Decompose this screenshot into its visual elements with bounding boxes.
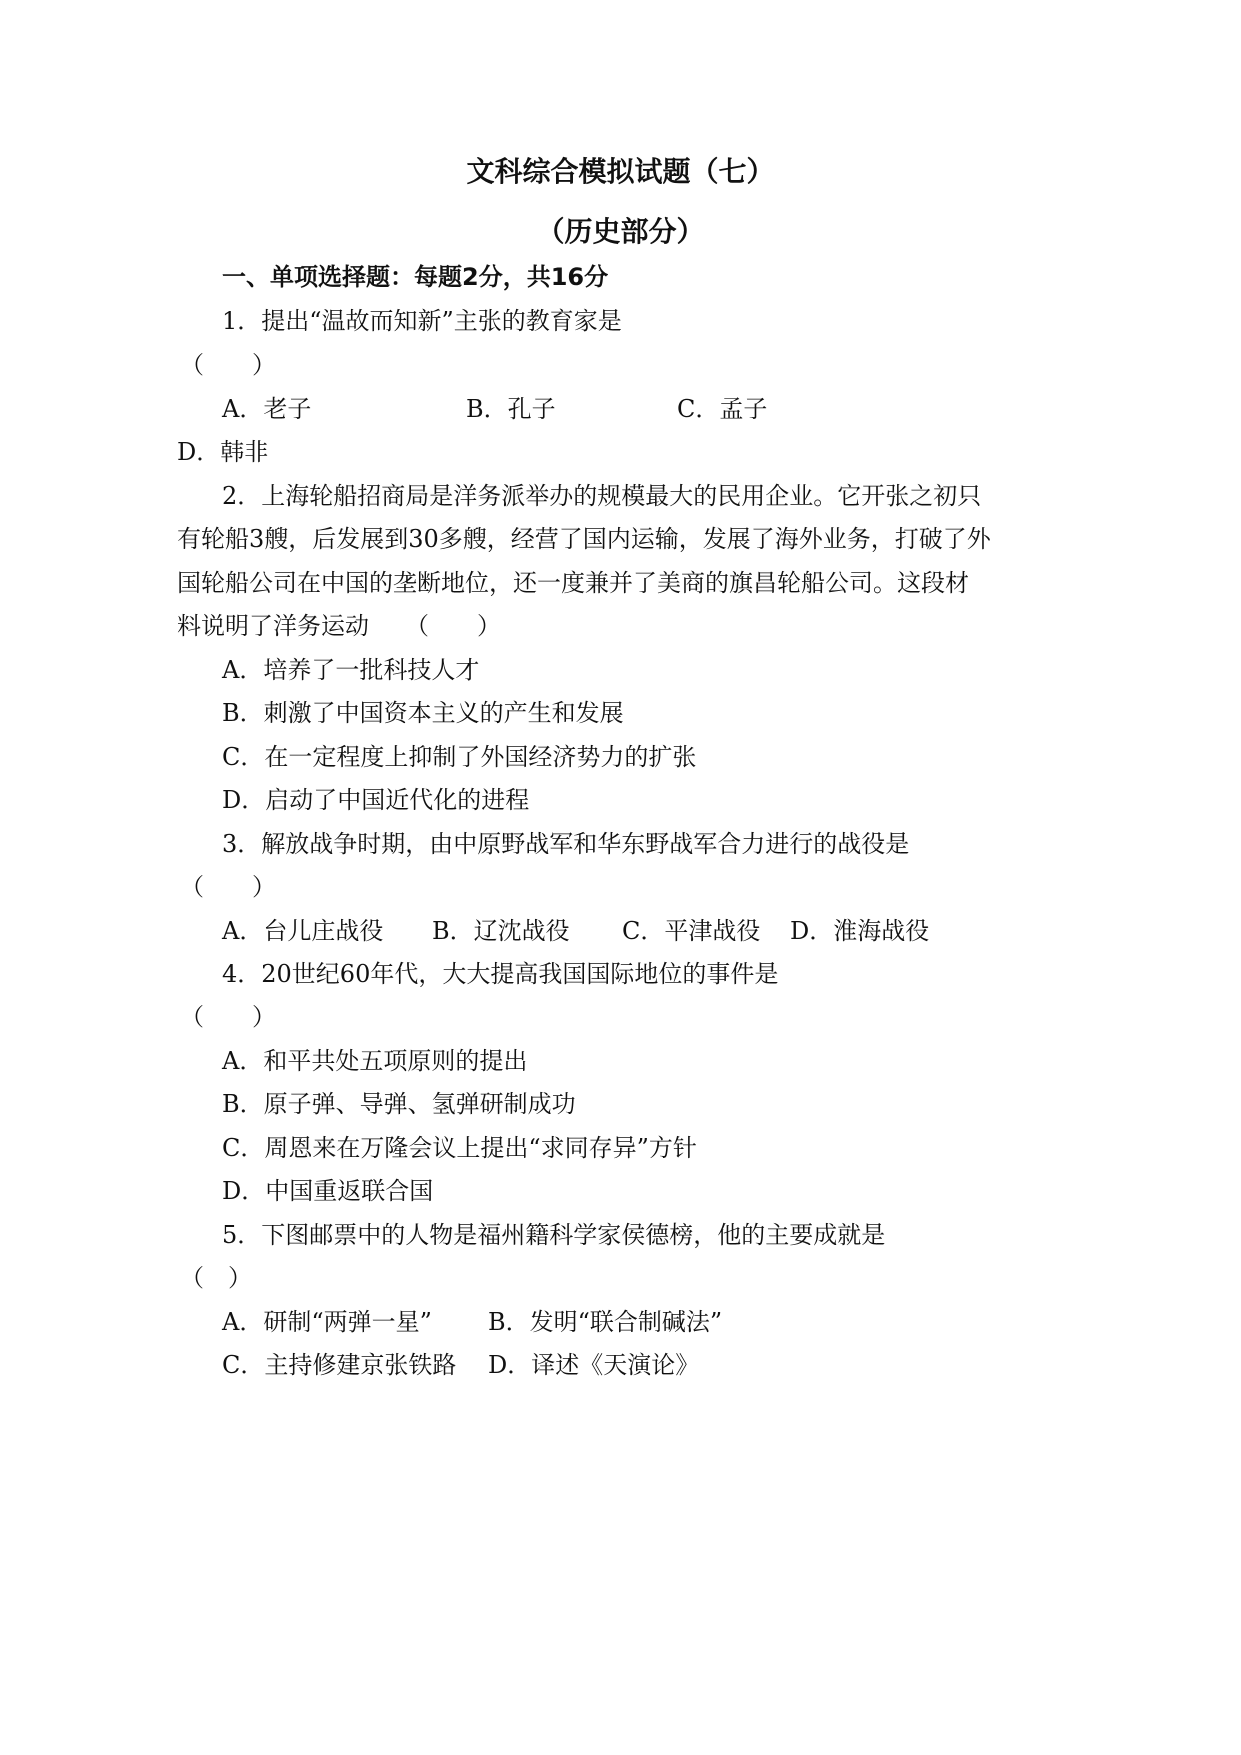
question-3-stem: 3．解放战争时期，由中原野战军和华东野战军合力进行的战役是 [222,830,910,858]
question-2-stem-line-3: 国轮船公司在中国的垄断地位，还一度兼并了美商的旗昌轮船公司。这段材 [177,569,969,597]
question-2-option-c: C．在一定程度上抑制了外国经济势力的扩张 [222,743,697,771]
section-heading: 一、单项选择题：每题2分，共16分 [222,263,609,291]
question-5-option-b: B．发明“联合制碱法” [488,1308,723,1336]
question-3-answer-bracket: （ ） [180,873,276,901]
question-2-option-d: D．启动了中国近代化的进程 [222,786,530,814]
question-2-option-a: A．培养了一批科技人才 [222,656,480,684]
question-2-stem-line-2: 有轮船3艘，后发展到30多艘，经营了国内运输，发展了海外业务，打破了外 [177,525,991,553]
page-title: 文科综合模拟试题（七） [466,155,775,188]
question-1-option-a: A．老子 [222,395,312,423]
page-subtitle: （历史部分） [536,215,705,248]
question-4-option-c: C．周恩来在万隆会议上提出“求同存异”方针 [222,1134,697,1162]
question-5-option-a: A．研制“两弹一星” [222,1308,432,1336]
question-1-stem: 1．提出“温故而知新”主张的教育家是 [222,307,622,335]
question-4-answer-bracket: （ ） [180,1003,276,1031]
question-5-stem: 5．下图邮票中的人物是福州籍科学家侯德榜，他的主要成就是 [222,1221,886,1249]
question-4-option-d: D．中国重返联合国 [222,1177,434,1205]
question-3-option-c: C．平津战役 [622,917,761,945]
question-1-answer-bracket: （ ） [180,351,276,379]
question-3-option-a: A．台儿庄战役 [222,917,384,945]
question-5-option-d: D．译述《天演论》 [488,1351,700,1379]
question-3-option-b: B．辽沈战役 [432,917,570,945]
question-5-option-c: C．主持修建京张铁路 [222,1351,457,1379]
question-1-option-b: B．孔子 [466,395,556,423]
question-2-stem-line-1: 2．上海轮船招商局是洋务派举办的规模最大的民用企业。它开张之初只 [222,482,982,510]
question-1-option-d: D．韩非 [177,438,269,466]
question-3-option-d: D．淮海战役 [790,917,930,945]
question-4-option-b: B．原子弹、导弹、氢弹研制成功 [222,1090,576,1118]
question-2-option-b: B．刺激了中国资本主义的产生和发展 [222,699,624,727]
question-4-option-a: A．和平共处五项原则的提出 [222,1047,528,1075]
question-2-stem-line-4: 料说明了洋务运动 （ ） [177,612,501,640]
question-1-option-c: C．孟子 [677,395,768,423]
question-4-stem: 4．20世纪60年代，大大提高我国国际地位的事件是 [222,960,779,988]
question-5-answer-bracket: （ ） [180,1264,252,1292]
